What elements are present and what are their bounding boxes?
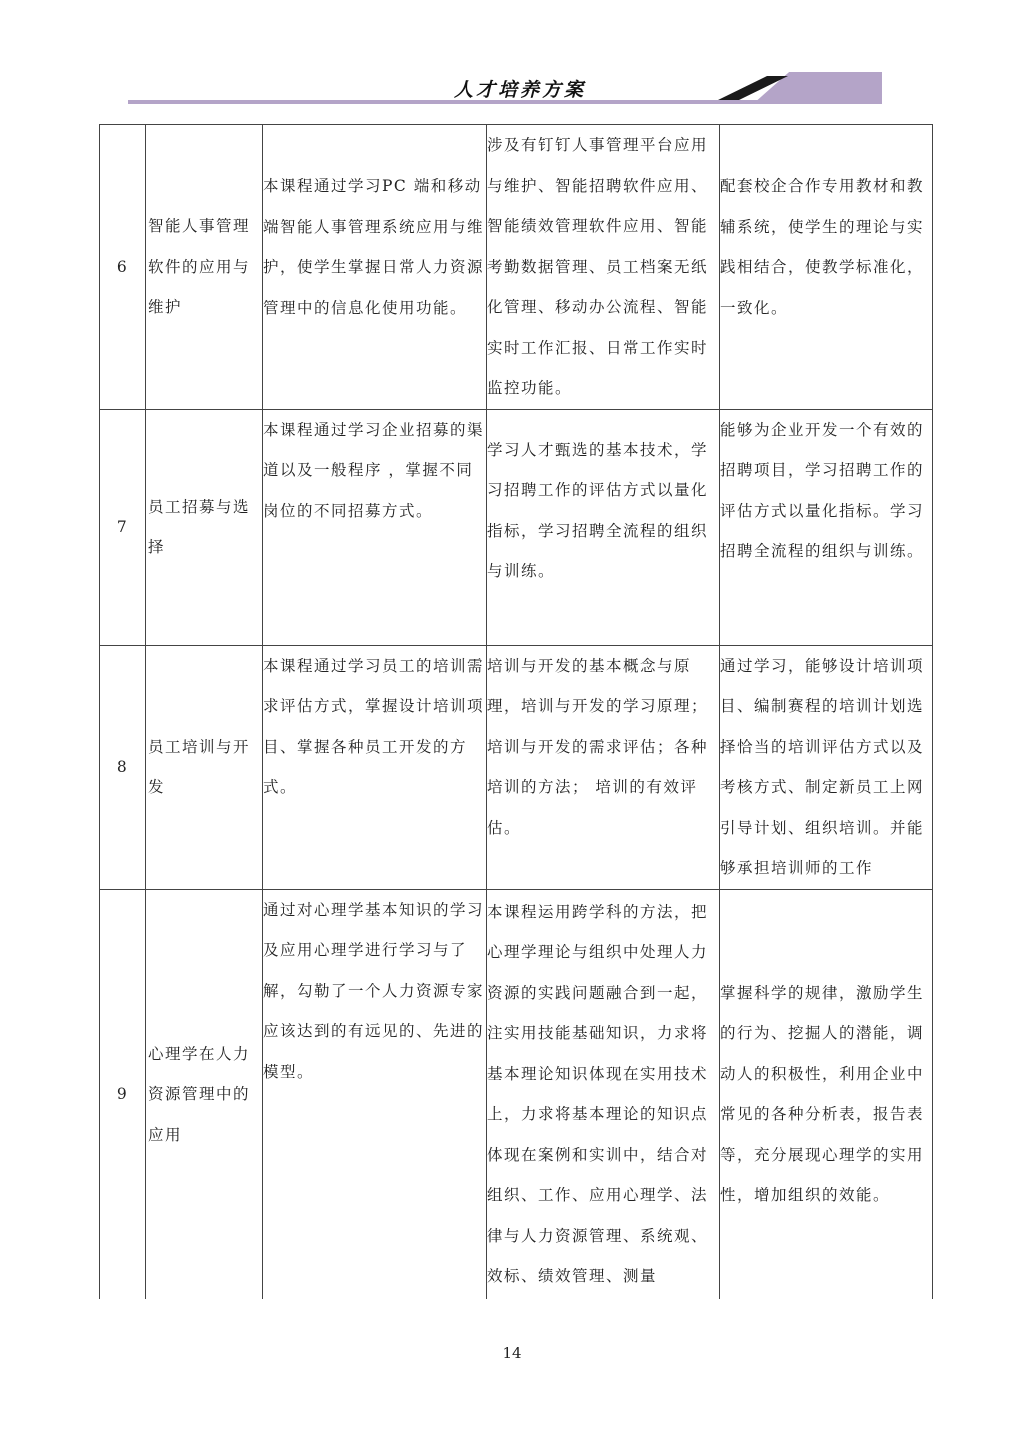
course-name: 心理学在人力资源管理中的应用	[146, 889, 263, 1299]
table-row	[100, 125, 933, 410]
course-content: 学习人才甄选的基本技术，学习招聘工作的评估方式以量化指标，学习招聘全流程的组织与训练。	[487, 409, 720, 645]
table-row	[100, 889, 933, 1299]
row-number: 9	[100, 889, 146, 1299]
course-goal: 通过学习，能够设计培训项目、编制赛程的培训计划选择恰当的培训评估方式以及考核方式、制定新员工上网引导计划、组织培训。并能够承担培训师的工作	[720, 645, 933, 889]
course-description: 本课程通过学习员工的培训需求评估方式，掌握设计培训项目、掌握各种员工开发的方式。	[263, 645, 487, 889]
course-content: 本课程运用跨学科的方法，把心理学理论与组织中处理人力资源的实践问题融合到一起，注实用技能基础知识，力求将基本理论知识体现在实用技术上，力求将基本理论的知识点体现在案例和实训中，结合对组织、工作、应用心理学、法律与人力资源管理、系统观、效标、绩效管理、测量	[487, 889, 720, 1299]
course-content: 涉及有钉钉人事管理平台应用与维护、智能招聘软件应用、智能绩效管理软件应用、智能考勤数据管理、员工档案无纸化管理、移动办公流程、智能实时工作汇报、日常工作实时监控功能。	[487, 125, 720, 410]
course-name: 员工招募与选择	[146, 409, 263, 645]
page-header	[128, 72, 882, 106]
course-goal: 能够为企业开发一个有效的招聘项目，学习招聘工作的评估方式以量化指标。学习招聘全流程的组织与训练。	[720, 409, 933, 645]
course-name: 员工培训与开发	[146, 645, 263, 889]
course-description: 通过对心理学基本知识的学习及应用心理学进行学习与了解，勾勒了一个人力资源专家应该达到的有远见的、先进的模型。	[263, 889, 487, 1299]
curriculum-table	[99, 124, 933, 1299]
table-row	[100, 409, 933, 645]
course-name: 智能人事管理软件的应用与维护	[146, 125, 263, 410]
course-content: 培训与开发的基本概念与原理，培训与开发的学习原理；培训与开发的需求评估；各种培训的方法； 培训的有效评估。	[487, 645, 720, 889]
course-goal: 掌握科学的规律，激励学生的行为、挖掘人的潜能，调动人的积极性，利用企业中常见的各种分析表，报告表等，充分展现心理学的实用性，增加组织的效能。	[720, 889, 933, 1299]
page-number: 14	[502, 1344, 522, 1362]
row-number: 8	[100, 645, 146, 889]
course-goal: 配套校企合作专用教材和教辅系统，使学生的理论与实践相结合，使教学标准化，一致化。	[720, 125, 933, 410]
header-title: 人才培养方案	[454, 79, 587, 101]
row-number: 6	[100, 125, 146, 410]
row-number: 7	[100, 409, 146, 645]
course-description: 本课程通过学习PC 端和移动端智能人事管理系统应用与维护，使学生掌握日常人力资源管理中的信息化使用功能。	[263, 125, 487, 410]
course-description: 本课程通过学习企业招募的渠道以及一般程序 ，掌握不同岗位的不同招募方式。	[263, 409, 487, 645]
table-row	[100, 645, 933, 889]
